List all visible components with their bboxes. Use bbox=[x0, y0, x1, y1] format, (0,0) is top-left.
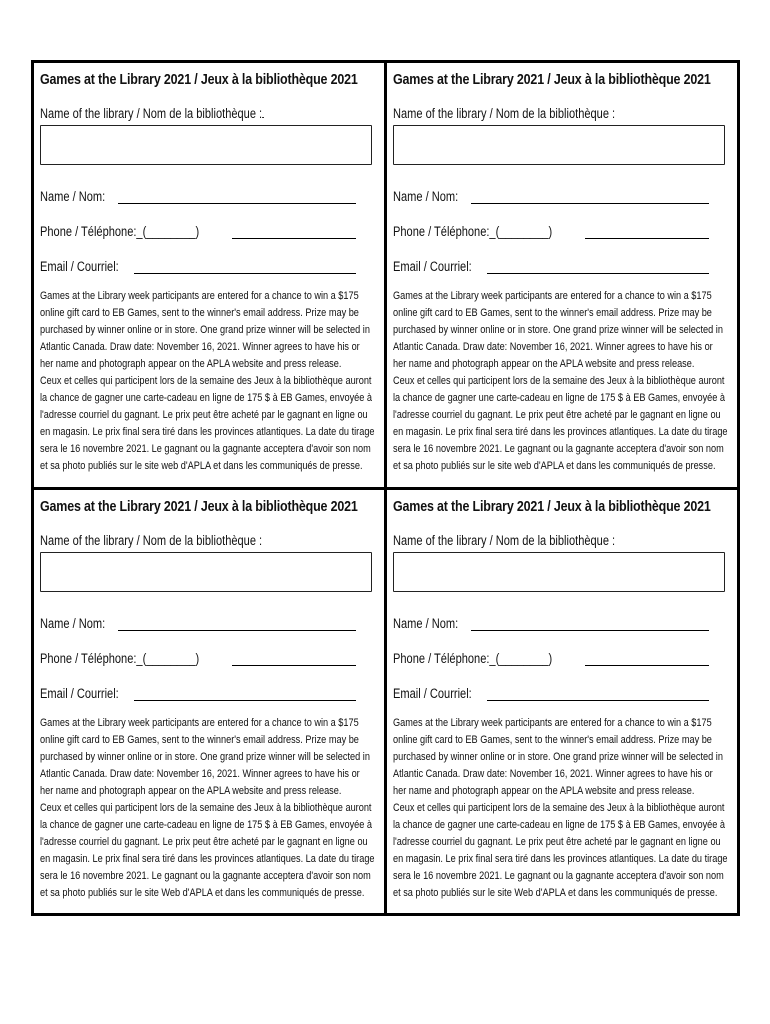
contest-rules bbox=[393, 715, 728, 902]
entry-form-sheet bbox=[31, 60, 740, 916]
email-label: Email / Courriel: bbox=[393, 685, 472, 701]
name-field[interactable] bbox=[393, 616, 731, 631]
card-title: Games at the Library 2021 / Jeux à la bibliothèque 2021 bbox=[393, 498, 711, 515]
library-name-box[interactable] bbox=[393, 552, 725, 592]
library-name-label: Name of the library / Nom de la bibliothèque : bbox=[393, 532, 616, 548]
rules-english: Games at the Library week participants are entered for a chance to win a $175 online gift card to EB Games, sent to the winner's email address. Prize may be purchased by winner online or in store. One grand prize winner will be selected in Atlantic Canada. Draw date: November 16, 2021. Winner agrees to have his or her name and photograph appear on the APLA website and press release. bbox=[40, 290, 370, 370]
rules-french: Ceux et celles qui participent lors de la semaine des Jeux à la bibliothèque auront la chance de gagner une carte-cadeau en ligne de 175 $ à EB Games, envoyée à l'adresse courriel du gagnant. Le prix peut être acheté par le gagnant en ligne ou en magasin. Le prix final sera tiré dans les provinces atlantiques. La date du tirage sera le 16 novembre 2021. Le gagnant ou la gagnante acceptera d'avoir son nom et sa photo publiés sur le site Web d'APLA et dans les communiqués de presse. bbox=[40, 801, 375, 899]
entry-card-bottom-right bbox=[387, 490, 737, 914]
name-label: Name / Nom: bbox=[393, 189, 459, 204]
phone-label: Phone / Téléphone:_(________) bbox=[393, 650, 553, 666]
name-label: Name / Nom: bbox=[40, 189, 106, 204]
phone-label: Phone / Téléphone:_(________) bbox=[393, 224, 553, 239]
rules-french: Ceux et celles qui participent lors de la semaine des Jeux à la bibliothèque auront la chance de gagner une carte-cadeau en ligne de 175 $ à EB Games, envoyée à l'adresse courriel du gagnant. Le prix peut être acheté par le gagnant en ligne ou en magasin. Le prix final sera tiré dans les provinces atlantiques. La date du tirage sera le 16 novembre 2021. Le gagnant ou la gagnante acceptera d'avoir son nom et sa photo publiés sur le site web d'APLA et dans les communiqués de presse. bbox=[40, 375, 375, 472]
name-field[interactable] bbox=[40, 616, 378, 631]
email-label: Email / Courriel: bbox=[40, 259, 119, 274]
phone-label: Phone / Téléphone:_(________) bbox=[40, 650, 200, 666]
phone-line[interactable] bbox=[232, 653, 356, 666]
phone-field[interactable] bbox=[393, 224, 731, 239]
library-name-label: Name of the library / Nom de la bibliothèque : bbox=[40, 106, 263, 121]
entry-card-bottom-left bbox=[34, 490, 384, 914]
name-field[interactable] bbox=[393, 189, 731, 204]
card-title: Games at the Library 2021 / Jeux à la bibliothèque 2021 bbox=[393, 72, 711, 88]
card-title: Games at the Library 2021 / Jeux à la bibliothèque 2021 bbox=[40, 72, 358, 88]
rules-english: Games at the Library week participants are entered for a chance to win a $175 online gift card to EB Games, sent to the winner's email address. Prize may be purchased by winner online or in store. One grand prize winner will be selected in Atlantic Canada. Draw date: November 16, 2021. Winner agrees to have his or her name and photograph appear on the APLA website and press release. bbox=[393, 716, 723, 797]
phone-field[interactable] bbox=[40, 651, 378, 666]
name-label: Name / Nom: bbox=[393, 615, 459, 631]
entry-card-top-left bbox=[34, 63, 384, 487]
library-name-box[interactable] bbox=[40, 552, 372, 592]
contest-rules bbox=[393, 288, 728, 475]
name-line[interactable] bbox=[118, 618, 356, 631]
rules-english: Games at the Library week participants are entered for a chance to win a $175 online gift card to EB Games, sent to the winner's email address. Prize may be purchased by winner online or in store. One grand prize winner will be selected in Atlantic Canada. Draw date: November 16, 2021. Winner agrees to have his or her name and photograph appear on the APLA website and press release. bbox=[40, 716, 370, 797]
contest-rules bbox=[40, 715, 375, 902]
email-line[interactable] bbox=[134, 261, 356, 274]
name-field[interactable] bbox=[40, 189, 378, 204]
email-label: Email / Courriel: bbox=[393, 259, 472, 274]
rules-french: Ceux et celles qui participent lors de la semaine des Jeux à la bibliothèque auront la chance de gagner une carte-cadeau en ligne de 175 $ à EB Games, envoyée à l'adresse courriel du gagnant. Le prix peut être acheté par le gagnant en ligne ou en magasin. Le prix final sera tiré dans les provinces atlantiques. La date du tirage sera le 16 novembre 2021. Le gagnant ou la gagnante acceptera d'avoir son nom et sa photo publiés sur le site Web d'APLA et dans les communiqués de presse. bbox=[393, 801, 728, 899]
library-name-label: Name of the library / Nom de la bibliothèque : bbox=[40, 532, 263, 548]
email-label: Email / Courriel: bbox=[40, 685, 119, 701]
phone-field[interactable] bbox=[40, 224, 378, 239]
phone-line[interactable] bbox=[585, 653, 709, 666]
library-name-box[interactable] bbox=[393, 125, 725, 165]
email-field[interactable] bbox=[393, 259, 731, 274]
email-line[interactable] bbox=[134, 688, 356, 701]
phone-field[interactable] bbox=[393, 651, 731, 666]
email-field[interactable] bbox=[393, 686, 731, 701]
rules-english: Games at the Library week participants are entered for a chance to win a $175 online gift card to EB Games, sent to the winner's email address. Prize may be purchased by winner online or in store. One grand prize winner will be selected in Atlantic Canada. Draw date: November 16, 2021. Winner agrees to have his or her name and photograph appear on the APLA website and press release. bbox=[393, 290, 723, 370]
name-line[interactable] bbox=[471, 618, 709, 631]
name-line[interactable] bbox=[118, 191, 356, 204]
card-title: Games at the Library 2021 / Jeux à la bibliothèque 2021 bbox=[40, 498, 358, 515]
name-label: Name / Nom: bbox=[40, 615, 106, 631]
email-field[interactable] bbox=[40, 686, 378, 701]
library-name-box[interactable] bbox=[40, 125, 372, 165]
phone-line[interactable] bbox=[585, 226, 709, 239]
entry-card-top-right bbox=[387, 63, 737, 487]
contest-rules bbox=[40, 288, 375, 475]
name-line[interactable] bbox=[471, 191, 709, 204]
phone-line[interactable] bbox=[232, 226, 356, 239]
email-line[interactable] bbox=[487, 688, 709, 701]
email-field[interactable] bbox=[40, 259, 378, 274]
phone-label: Phone / Téléphone:_(________) bbox=[40, 224, 200, 239]
email-line[interactable] bbox=[487, 261, 709, 274]
rules-french: Ceux et celles qui participent lors de la semaine des Jeux à la bibliothèque auront la chance de gagner une carte-cadeau en ligne de 175 $ à EB Games, envoyée à l'adresse courriel du gagnant. Le prix peut être acheté par le gagnant en ligne ou en magasin. Le prix final sera tiré dans les provinces atlantiques. La date du tirage sera le 16 novembre 2021. Le gagnant ou la gagnante acceptera d'avoir son nom et sa photo publiés sur le site web d'APLA et dans les communiqués de presse. bbox=[393, 375, 728, 472]
library-name-label: Name of the library / Nom de la bibliothèque : bbox=[393, 106, 616, 121]
